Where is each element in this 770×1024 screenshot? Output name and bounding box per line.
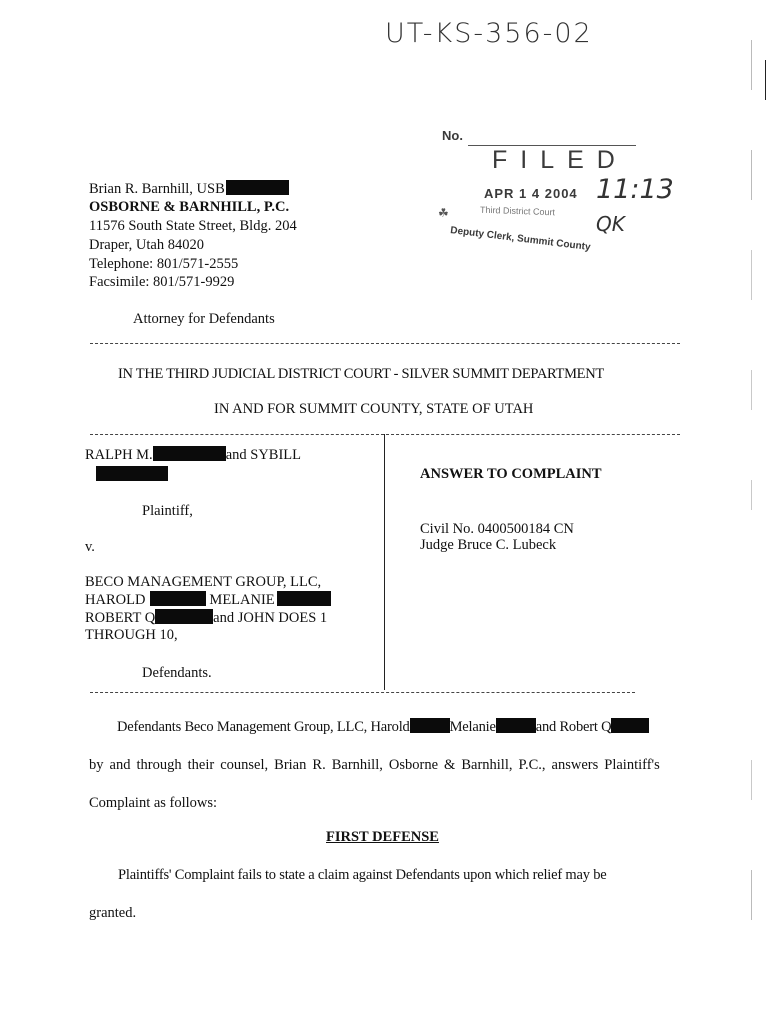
stamp-initials: QK [596,212,625,236]
plaintiff-name-a: RALPH M. [85,447,153,463]
plaintiff-label: Plaintiff, [142,503,193,519]
defendant-line-4: THROUGH 10, [85,627,178,643]
defendant-robert: ROBERT Q [85,610,156,626]
defense-line-1: Plaintiffs' Complaint fails to state a claim against Defendants upon which relief may be [118,867,607,883]
versus: v. [85,539,95,555]
redaction-bar [153,446,226,461]
civil-number: Civil No. 0400500184 CN [420,521,574,537]
stamp-no-label: No. [442,128,463,143]
caption-divider [384,434,385,690]
plaintiff-line-1 [85,446,301,464]
defendant-melanie: MELANIE [209,592,275,608]
divider [90,692,635,693]
attorney-telephone: Telephone: 801/571-2555 [89,256,239,272]
handwritten-case-number: UT-KS-356-02 [385,18,593,49]
attorney-firm: OSBORNE & BARNHILL, P.C. [89,199,290,215]
redaction-bar [277,591,331,606]
first-defense-heading: FIRST DEFENSE [326,829,439,845]
attorney-role: Attorney for Defendants [133,311,275,327]
redaction-bar [150,591,206,606]
attorney-name: Brian R. Barnhill, USB [89,181,225,197]
redaction-bar [226,180,289,195]
defendant-label: Defendants. [142,665,212,681]
defendant-john-does: and JOHN DOES 1 [213,610,328,626]
intro-line-2: by and through their counsel, Brian R. Barnhill, Osborne & Barnhill, P.C., answers Plaintiff's [89,757,660,773]
plaintiff-name-b: and SYBILL [225,447,301,463]
stamp-mark-icon: ☘ [438,206,449,220]
stamp-filed: FILED [492,146,628,174]
defendant-line-1: BECO MANAGEMENT GROUP, LLC, [85,574,322,590]
stamp-deputy: Deputy Clerk, Summit County [449,225,592,254]
intro-line-3: Complaint as follows: [89,795,218,811]
attorney-name-line [89,180,289,198]
divider [90,434,680,435]
defendant-line-3 [85,609,327,627]
stamp-district-line: Third District Court [479,204,556,218]
intro-part-c: and Robert Q [535,719,612,735]
redaction-bar [155,609,213,624]
stamp-time-handwritten: 11:13 [596,174,674,205]
stamp-date: APR 1 4 2004 [484,186,578,201]
judge: Judge Bruce C. Lubeck [420,537,557,553]
defendant-line-2 [85,591,331,609]
redaction-bar [611,718,649,733]
divider [90,343,680,344]
redaction-bar [96,466,168,481]
redaction-bar [496,718,536,733]
defendant-harold: HAROLD [85,592,146,608]
intro-line-1 [117,718,649,736]
defense-line-2: granted. [89,905,137,921]
redaction-bar [410,718,450,733]
document-title: ANSWER TO COMPLAINT [420,466,602,482]
court-line-1: IN THE THIRD JUDICIAL DISTRICT COURT - SILVER SUMMIT DEPARTMENT [118,366,604,382]
intro-part-a: Defendants Beco Management Group, LLC, Harold [117,719,410,735]
attorney-address2: Draper, Utah 84020 [89,237,204,253]
intro-part-b: Melanie [449,719,496,735]
court-line-2: IN AND FOR SUMMIT COUNTY, STATE OF UTAH [214,401,534,417]
attorney-address1: 11576 South State Street, Bldg. 204 [89,218,297,234]
attorney-facsimile: Facsimile: 801/571-9929 [89,274,235,290]
